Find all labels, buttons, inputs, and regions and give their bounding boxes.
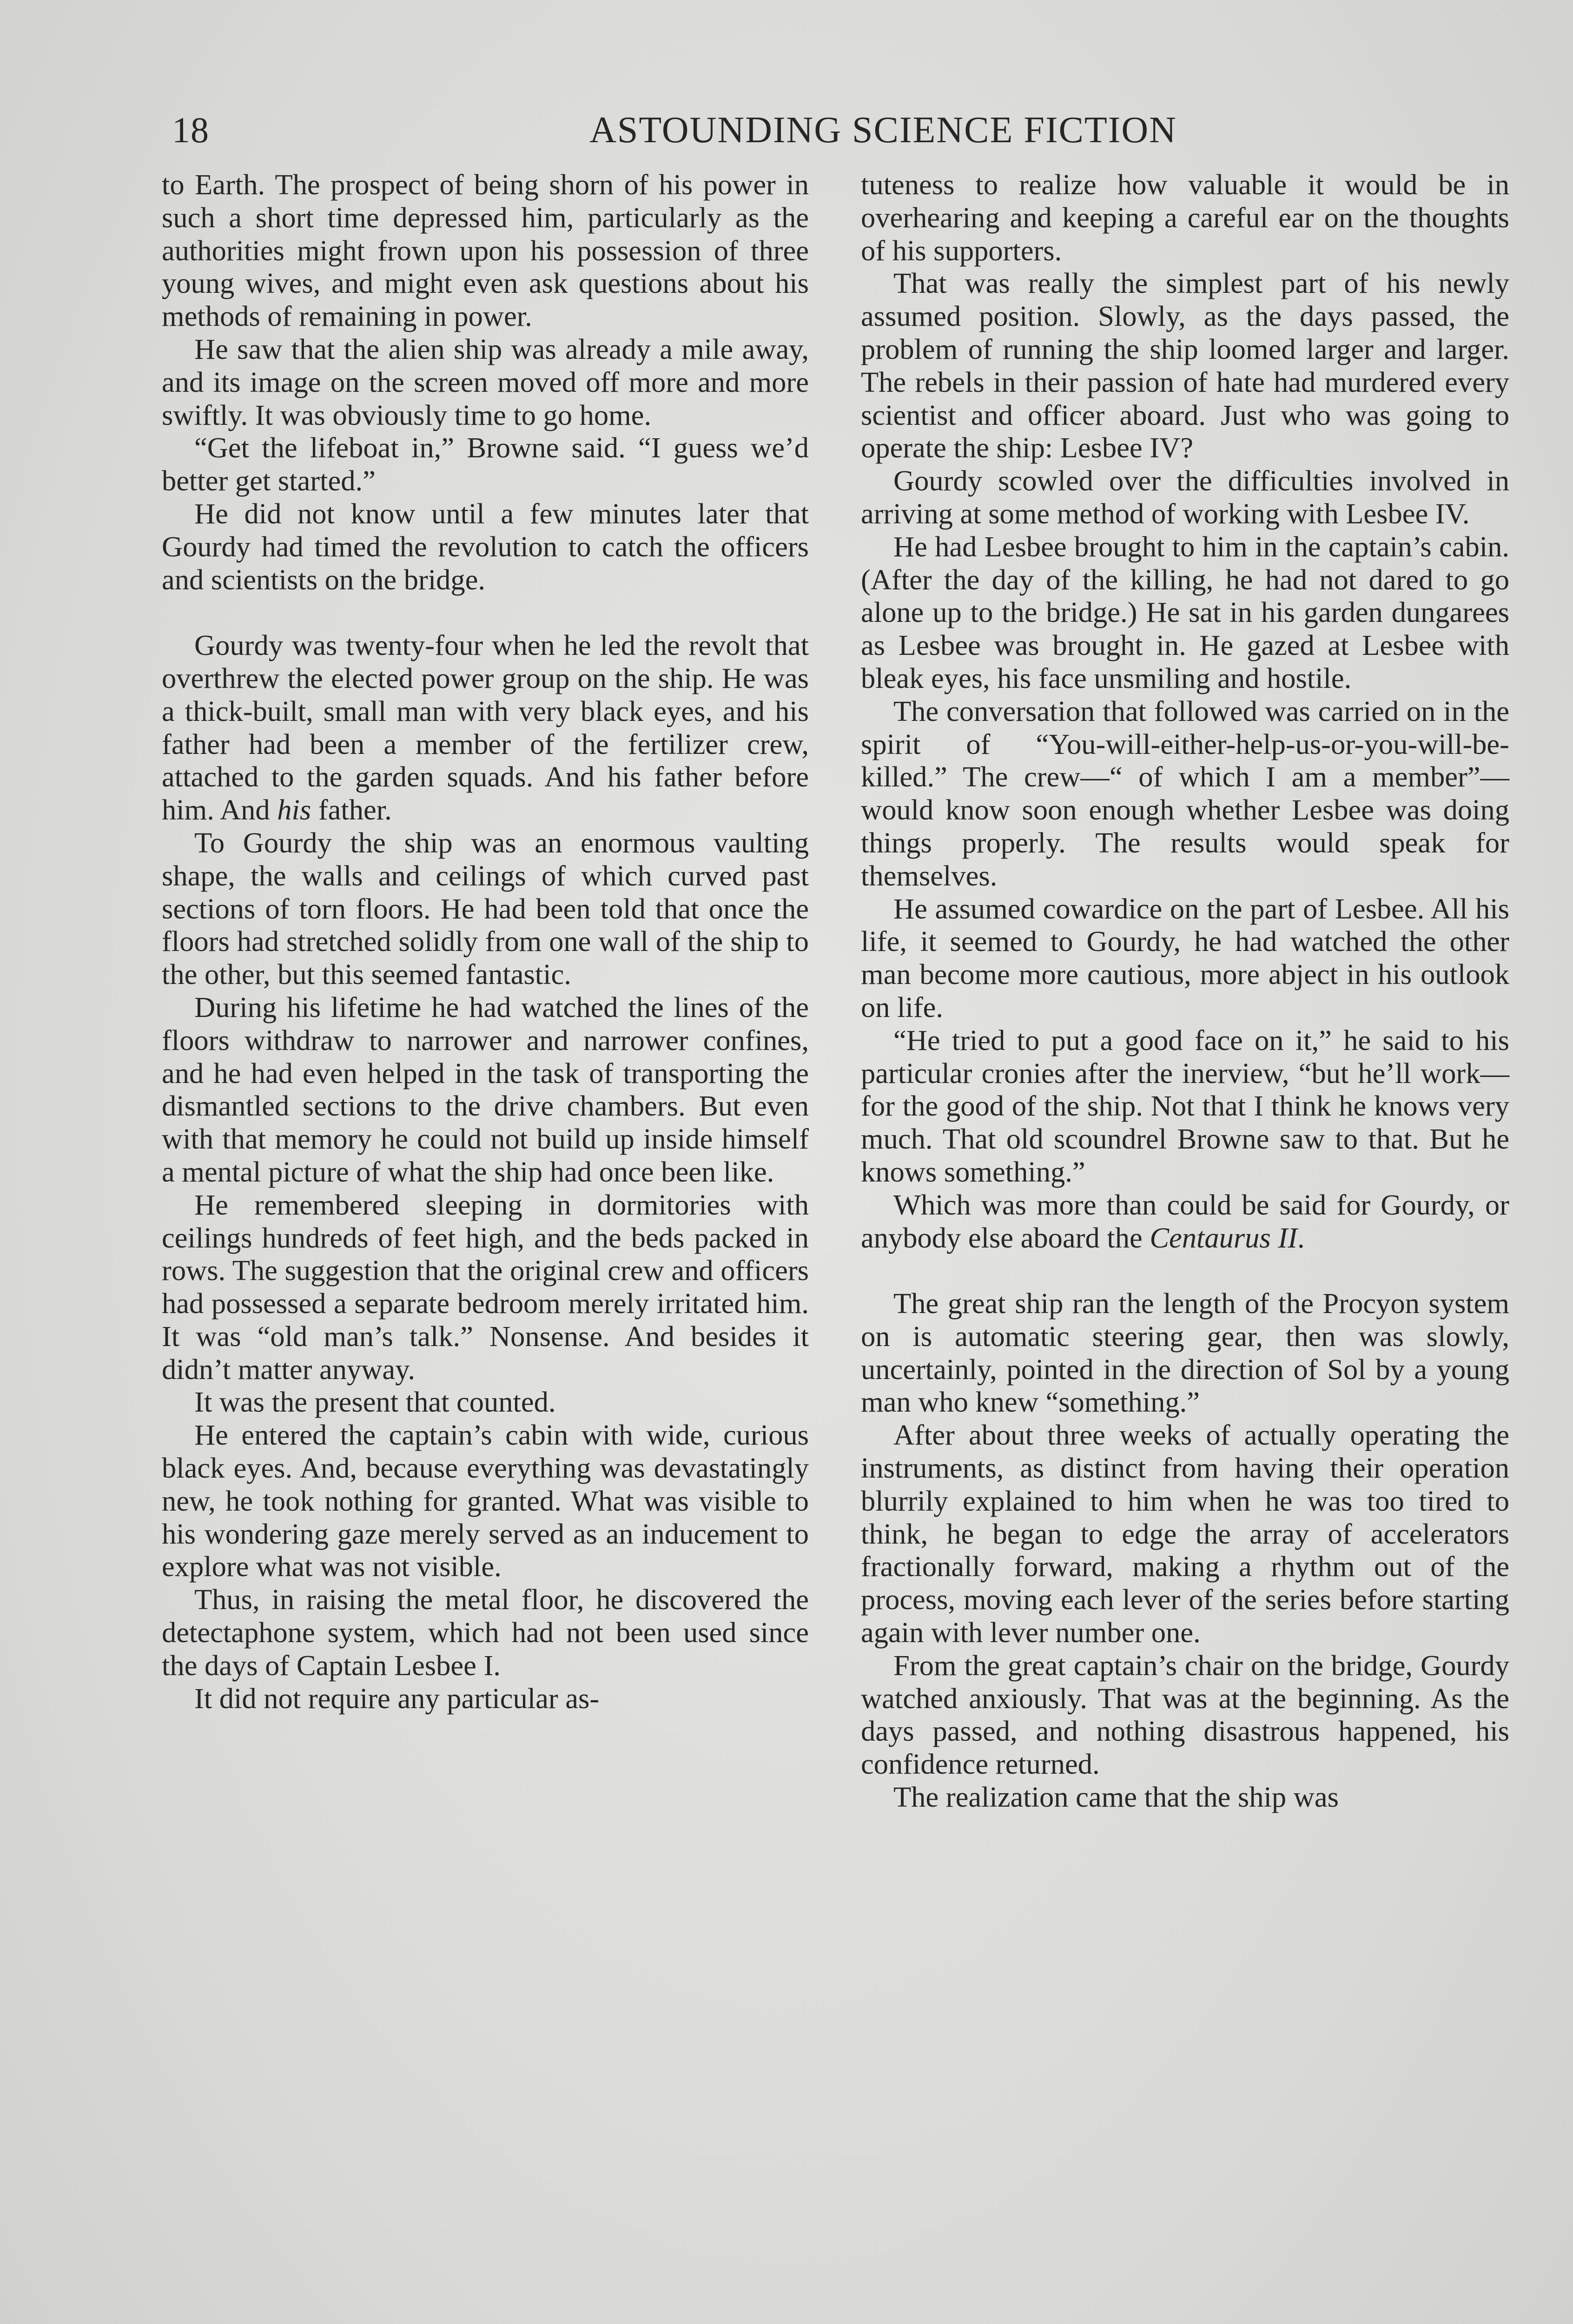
paragraph: “He tried to put a good face on it,” he said to his particular cronies after the inerview, “but he’ll work—for the good of the ship. Not that I think he knows very much. That old scoundrel Browne saw to that. But he knows something.”	[861, 1023, 1509, 1188]
right-column	[861, 168, 1509, 2288]
paragraph: Thus, in raising the metal floor, he discovered the detectaphone system, which had not been used since the days of Captain Lesbee I.	[162, 1583, 809, 1682]
paragraph: “Get the lifeboat in,” Browne said. “I guess we’d better get started.”	[162, 431, 809, 497]
paragraph-tail: father.	[311, 793, 392, 826]
paragraph	[861, 1188, 1509, 1254]
paragraph-section-start: The great ship ran the length of the Procyon system on is automatic steering gear, then was slowly, uncertainly, pointed in the direction of Sol by a young man who knew “something.”	[861, 1287, 1509, 1419]
paragraph: From the great captain’s chair on the bridge, Gourdy watched anxiously. That was at the beginning. As the days passed, and nothing disastrous happened, his confidence returned.	[861, 1649, 1509, 1781]
paragraph: to Earth. The prospect of being shorn of his power in such a short time depressed him, particularly as the authorities might frown upon his possession of three young wives, and might even ask questions about his methods of remaining in power.	[162, 168, 809, 333]
paragraph: The conversation that followed was carried on in the spirit of “You-will-either-help-us-or-you-will-be-killed.” The crew—“ of which I am a member”—would know soon enough whether Lesbee was doing things properly. The results would speak for themselves.	[861, 694, 1509, 892]
paragraph: To Gourdy the ship was an enormous vaulting shape, the walls and ceilings of which curved past sections of torn floors. He had been told that once the floors had stretched solidly from one wall of the ship to the other, but this seemed fantastic.	[162, 826, 809, 991]
paragraph: After about three weeks of actually operating the instruments, as distinct from having their operation blurrily explained to him when he was too tired to think, he began to edge the array of accelerators fractionally forward, making a rhythm out of the process, moving each lever of the series before starting again with lever number one.	[861, 1419, 1509, 1649]
paragraph: He remembered sleeping in dormitories with ceilings hundreds of feet high, and the beds packed in rows. The suggestion that the original crew and officers had possessed a separate bedroom merely irritated him. It was “old man’s talk.” Nonsense. And besides it didn’t matter anyway.	[162, 1188, 809, 1386]
italic-word: his	[277, 793, 311, 826]
paragraph: tuteness to realize how valuable it would be in overhearing and keeping a careful ear on the thoughts of his supporters.	[861, 168, 1509, 267]
paragraph: He did not know until a few minutes later that Gourdy had timed the revolution to catch the officers and scientists on the bridge.	[162, 497, 809, 596]
left-column	[162, 168, 809, 2288]
magazine-title: ASTOUNDING SCIENCE FICTION	[589, 110, 1177, 151]
running-head	[172, 105, 1511, 156]
paragraph-text: Which was more than could be said for Gourdy, or anybody else aboard the	[861, 1188, 1509, 1254]
paragraph: During his lifetime he had watched the lines of the floors withdraw to narrower and narrower confines, and he had even helped in the task of transporting the dismantled sections to the drive chambers. But even with that memory he could not build up inside himself a mental picture of what the ship had once been like.	[162, 990, 809, 1188]
paragraph: He had Lesbee brought to him in the captain’s cabin. (After the day of the killing, he had not dared to go alone up to the bridge.) He sat in his garden dungarees as Lesbee was brought in. He gazed at Lesbee with bleak eyes, his face unsmiling and hostile.	[861, 530, 1509, 694]
paragraph-tail: .	[1297, 1221, 1305, 1254]
paragraph-text: Gourdy was twenty-four when he led the revolt that overthrew the elected power group on the ship. He was a thick-built, small man with very black eyes, and his father had been a member of the fertilizer crew, attached to the garden squads. And his father before him. And	[162, 629, 809, 826]
paragraph: He entered the captain’s cabin with wide, curious black eyes. And, because everything was devastatingly new, he took nothing for granted. What was visible to his wondering gaze merely served as an inducement to explore what was not visible.	[162, 1419, 809, 1583]
paragraph: Gourdy scowled over the difficulties involved in arriving at some method of working with Lesbee IV.	[861, 464, 1509, 530]
paragraph: He assumed cowardice on the part of Lesbee. All his life, it seemed to Gourdy, he had watched the other man become more cautious, more abject in his outlook on life.	[861, 892, 1509, 1023]
paragraph: It was the present that counted.	[194, 1386, 556, 1419]
paragraph: That was really the simplest part of his newly assumed position. Slowly, as the days passed, the problem of running the ship loomed larger and larger. The rebels in their passion of hate had murdered every scientist and officer aboard. Just who was going to operate the ship: Lesbee IV?	[861, 267, 1509, 464]
paragraph-section-start	[162, 629, 809, 826]
ship-name: Centaurus II	[1150, 1221, 1298, 1254]
paragraph: The realization came that the ship was	[893, 1781, 1339, 1814]
paragraph: He saw that the alien ship was already a mile away, and its image on the screen moved off more and more swiftly. It was obviously time to go home.	[162, 332, 809, 431]
paragraph: It did not require any particular as-	[194, 1682, 600, 1715]
page-number: 18	[172, 110, 209, 150]
